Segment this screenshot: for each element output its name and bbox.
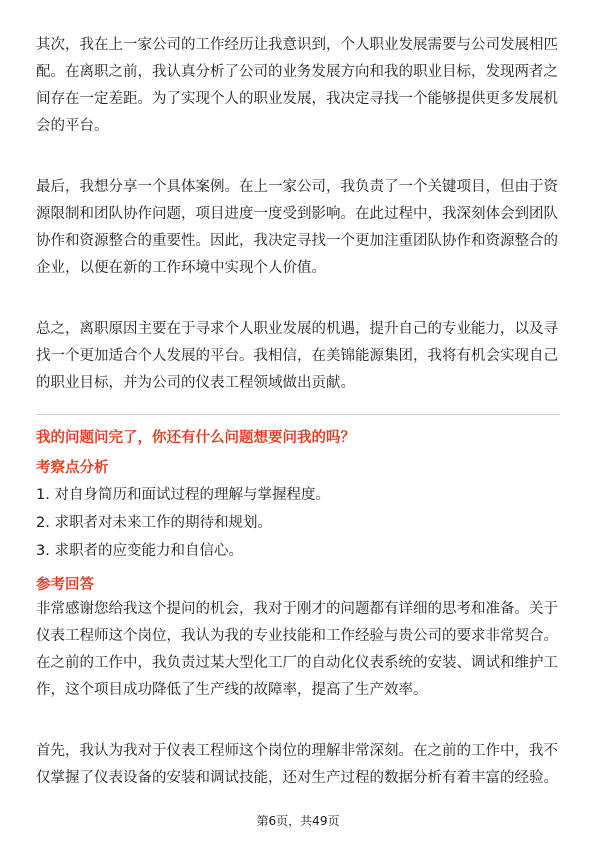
page-number: 第6页，共49页 [256,814,340,828]
text-line: 总之，离职原因主要在于寻求个人职业发展的机遇，提升自己的专业能力，以及寻 [36,321,558,337]
paragraph-conclusion [36,316,560,397]
text-line: 非常感谢您给我这个提问的机会，我对于刚才的问题都有详细的思考和准备。关于 [36,601,558,617]
document-page [36,0,560,842]
paragraph-prior-experience [36,32,560,140]
text-line: 协作和资源整合的重要性。因此，我决定寻找一个更加注重团队协作和资源整合的 [36,233,558,249]
paragraph-answer-first [36,738,560,792]
text-line: 找一个更加适合个人发展的平台。我相信，在美锦能源集团，我将有机会实现自己 [36,348,558,364]
text-line: 最后，我想分享一个具体案例。在上一家公司，我负责了一个关键项目，但由于资 [36,179,558,195]
answer-label: 参考回答 [36,577,94,593]
text-line: 源限制和团队协作问题，项目进度一度受到影响。在此过程中，我深刻体会到团队 [36,206,558,222]
text-line: 作，这个项目成功降低了生产线的故障率，提高了生产效率。 [36,682,428,698]
text-line: 仅掌握了仪表设备的安装和调试技能，还对生产过程的数据分析有着丰富的经验。 [36,770,558,786]
paragraph-answer [36,596,560,704]
analysis-label: 考察点分析 [36,460,109,476]
section-divider [36,414,560,415]
text-line: 在之前的工作中，我负责过某大型化工厂的自动化仪表系统的安装、调试和维护工 [36,655,558,671]
paragraph-case-study [36,174,560,282]
text-line: 的职业目标，并为公司的仪表工程领域做出贡献。 [36,375,355,391]
text-line: 会的平台。 [36,118,109,134]
text-line: 配。在离职之前，我认真分析了公司的业务发展方向和我的职业目标，发现两者之 [36,64,558,80]
text-line: 其次，我在上一家公司的工作经历让我意识到，个人职业发展需要与公司发展相匹 [36,37,558,53]
text-line: 企业，以便在新的工作环境中实现个人价值。 [36,260,326,276]
analysis-item: 2. 求职者对未来工作的期待和规划。 [36,515,272,531]
analysis-item: 3. 求职者的应变能力和自信心。 [36,543,243,559]
text-line: 首先，我认为我对于仪表工程师这个岗位的理解非常深刻。在之前的工作中，我不 [36,743,558,759]
analysis-item: 1. 对自身简历和面试过程的理解与掌握程度。 [36,487,330,503]
text-line: 仪表工程师这个岗位，我认为我的专业技能和工作经验与贵公司的要求非常契合。 [36,628,558,644]
text-line: 间存在一定差距。为了实现个人的职业发展，我决定寻找一个能够提供更多发展机 [36,91,558,107]
interview-question: 我的问题问完了，你还有什么问题想要问我的吗？ [36,430,355,446]
